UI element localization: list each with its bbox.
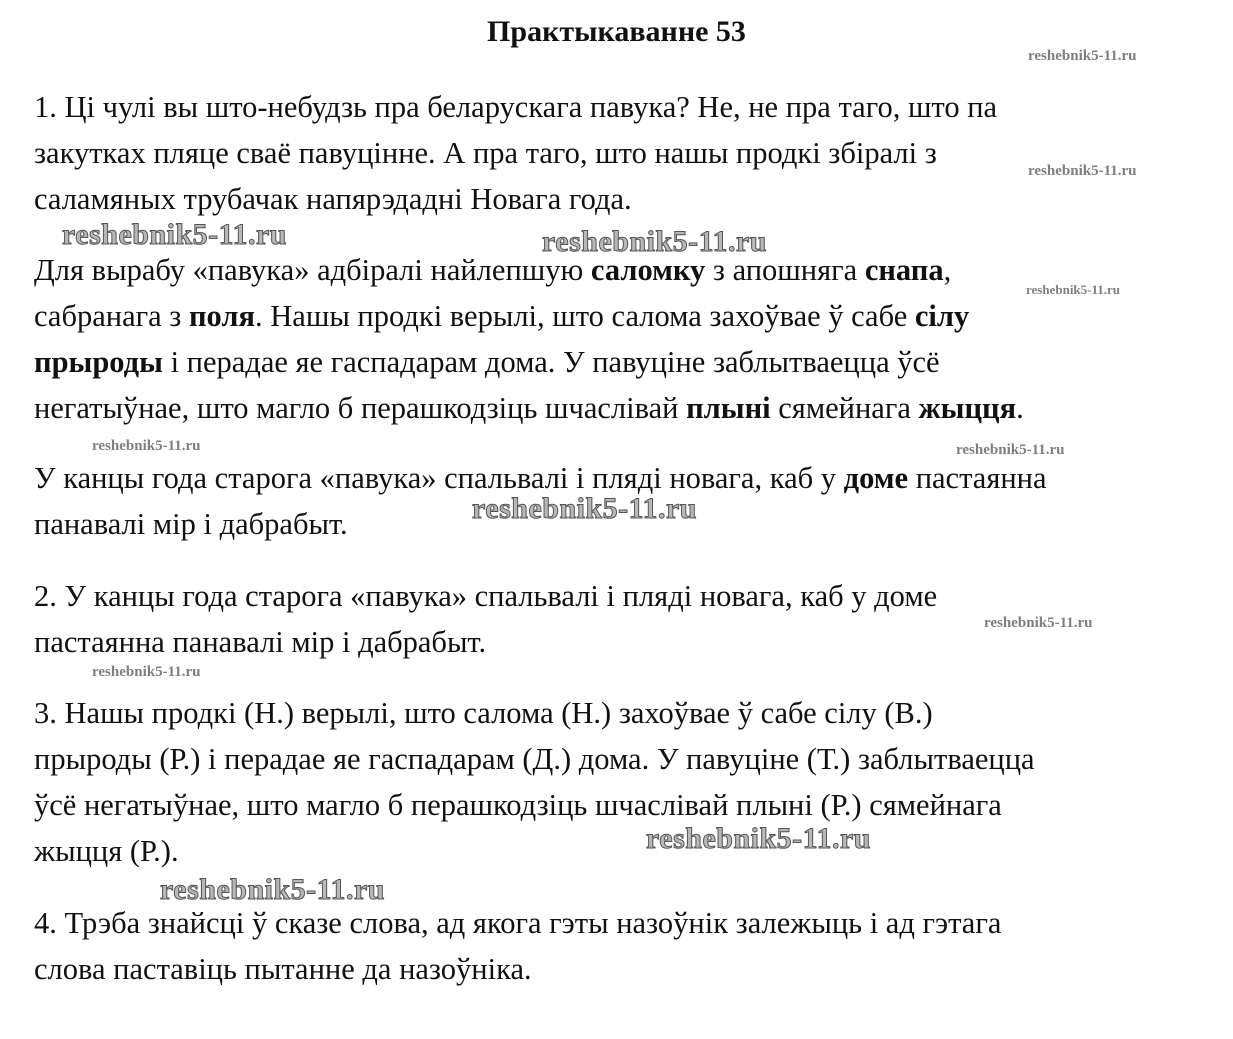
text-run: пастаянна <box>908 461 1047 495</box>
paragraph-2 <box>34 247 1214 431</box>
text-line: жыцця (Р.). <box>34 834 179 868</box>
text-line: саламяных трубачак напярэдадні Новага года. <box>34 182 632 216</box>
bold-word: поля <box>188 299 256 333</box>
paragraph-answer-3 <box>34 690 1214 874</box>
bold-word: сілу <box>914 299 970 333</box>
paragraph-1 <box>34 84 1214 222</box>
text-line: пастаянна панавалі мір і дабрабыт. <box>34 625 487 659</box>
bold-word: доме <box>843 461 909 495</box>
watermark: reshebnik5-11.ru <box>160 873 385 906</box>
watermark: reshebnik5-11.ru <box>542 225 767 258</box>
text-run: сабранага з <box>34 299 189 333</box>
text-run: . <box>1016 391 1024 425</box>
text-line: закутках пляце сваё павуцінне. А пра таго, што нашы продкі збіралі з <box>34 136 937 170</box>
watermark: reshebnik5-11.ru <box>92 438 201 454</box>
watermark: reshebnik5-11.ru <box>646 822 871 855</box>
bold-word: прыроды <box>34 345 163 379</box>
text-run: , <box>943 253 952 287</box>
text-run: з апошняга <box>705 253 865 287</box>
text-line: слова паставіць пытанне да назоўніка. <box>34 952 532 986</box>
watermark: reshebnik5-11.ru <box>1028 48 1137 64</box>
text-line: прыроды (Р.) і перадае яе гаспадарам (Д.) дома. У павуціне (Т.) заблытваецца <box>34 742 1035 776</box>
watermark: reshebnik5-11.ru <box>1026 282 1121 297</box>
text-run: негатыўнае, што магло б перашкодзіць шчаслівай <box>34 391 687 425</box>
text-run: У канцы года старога «павука» спальвалі і пляді новага, каб у <box>34 461 844 495</box>
text-run: . Нашы продкі верылі, што салома захоўвае ў сабе <box>255 299 915 333</box>
watermark: reshebnik5-11.ru <box>984 615 1093 631</box>
watermark: reshebnik5-11.ru <box>956 442 1065 458</box>
bold-word: снапа <box>864 253 944 287</box>
text-line: 1. Ці чулі вы што-небудзь пра беларускага павука? Не, не пра таго, што па <box>34 90 998 124</box>
text-line <box>34 385 1214 431</box>
watermark: reshebnik5-11.ru <box>1028 163 1137 179</box>
text-run: Для вырабу «павука» адбіралі найлепшую <box>34 253 591 287</box>
paragraph-answer-4 <box>34 900 1214 992</box>
text-line <box>34 293 1214 339</box>
watermark: reshebnik5-11.ru <box>62 218 287 251</box>
text-line: 3. Нашы продкі (Н.) верылі, што салома (Н.) захоўвае ў сабе сілу (В.) <box>34 696 933 730</box>
text-line: 4. Трэба знайсці ў сказе слова, ад якога гэты назоўнік залежыць і ад гэтага <box>34 906 1002 940</box>
text-line <box>34 339 1214 385</box>
bold-word: плыні <box>686 391 771 425</box>
text-line: панавалі мір і дабрабыт. <box>34 507 348 541</box>
watermark: reshebnik5-11.ru <box>92 664 201 680</box>
bold-word: саломку <box>590 253 706 287</box>
page-title: Практыкаванне 53 <box>487 15 746 48</box>
text-line: 2. У канцы года старога «павука» спальвалі і пляді новага, каб у доме <box>34 579 938 613</box>
text-line: ўсё негатыўнае, што магло б перашкодзіць шчаслівай плыні (Р.) сямейнага <box>34 788 1002 822</box>
bold-word: жыцця <box>918 391 1017 425</box>
watermark: reshebnik5-11.ru <box>472 492 697 525</box>
text-run: сямейнага <box>770 391 919 425</box>
text-run: і перадае яе гаспадарам дома. У павуціне заблытваецца ўсё <box>162 345 940 379</box>
